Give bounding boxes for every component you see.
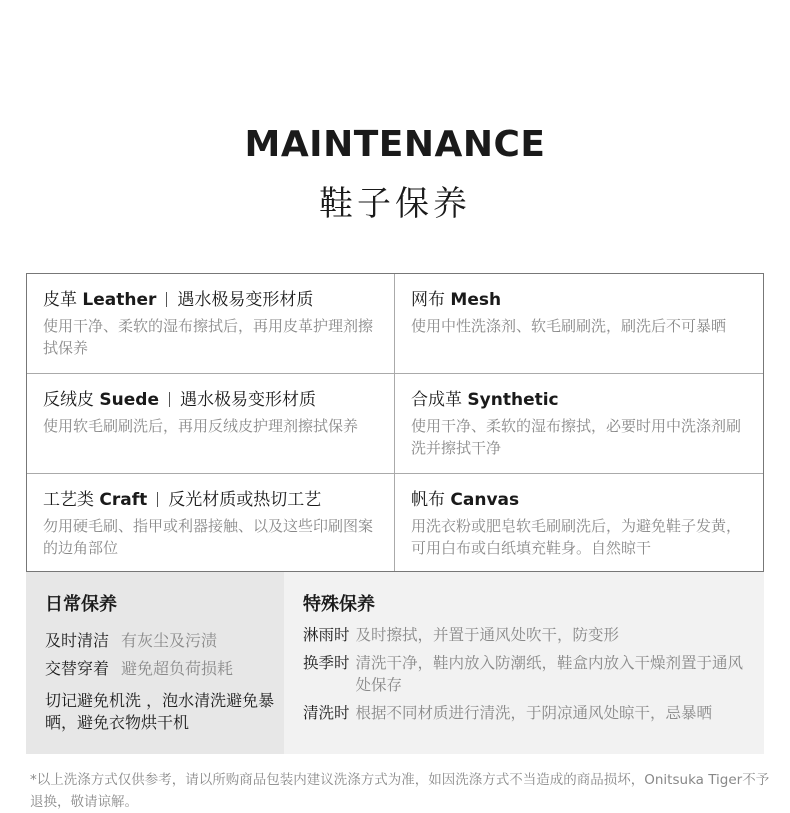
special-care-title: 特殊保养: [303, 594, 375, 615]
material-header: [411, 389, 763, 411]
page-title-en: MAINTENANCE: [244, 124, 546, 165]
material-name-en: Leather: [82, 290, 157, 310]
special-care-value: 及时擦拭，并置于通风处吹干，防变形: [355, 626, 620, 644]
material-cell-leather: [27, 274, 394, 373]
daily-care-item: [45, 658, 233, 680]
material-warning: 遇水极易变形材质: [179, 390, 316, 410]
material-description: 使用中性洗涤剂、软毛刷刷洗，刷洗后不可暴晒: [411, 317, 727, 335]
special-care-key: 换季时: [303, 654, 350, 672]
material-warning: 遇水极易变形材质: [177, 290, 314, 310]
material-description: 用洗衣粉或肥皂软毛刷刷洗后，为避免鞋子发黄，可用白布或白纸填充鞋身。自然晾干: [411, 517, 742, 557]
special-care-panel: [284, 572, 764, 754]
special-care-key: 清洗时: [303, 704, 350, 722]
material-header: [411, 289, 763, 311]
material-name-en: Mesh: [450, 290, 502, 310]
daily-care-value: 有灰尘及污渍: [121, 631, 218, 650]
daily-care-key: 及时清洁: [45, 631, 110, 650]
material-name-cn: 工艺类: [43, 490, 94, 510]
separator: [169, 392, 170, 407]
material-description: 使用干净、柔软的湿布擦拭后，再用皮革护理剂擦拭保养: [43, 317, 374, 357]
material-warning: 反光材质或热切工艺: [168, 490, 322, 510]
daily-care-value: 避免超负荷损耗: [121, 659, 234, 678]
material-cell-craft: [27, 473, 394, 571]
material-name-cn: 网布: [411, 290, 445, 310]
special-care-key: 淋雨时: [303, 626, 350, 644]
daily-care-title: 日常保养: [45, 594, 117, 615]
material-cell-canvas: [394, 473, 763, 571]
special-care-item: [303, 702, 753, 724]
special-care-item: [303, 652, 753, 696]
daily-care-panel: [26, 572, 284, 754]
material-header: [43, 489, 394, 511]
material-cell-mesh: [394, 274, 763, 373]
material-description: 使用干净、柔软的湿布擦拭，必要时用中洗涤剂刷洗并擦拭干净: [411, 417, 742, 457]
daily-care-item: [45, 630, 217, 652]
separator: [157, 492, 158, 507]
material-name-cn: 合成革: [411, 390, 462, 410]
material-cell-suede: [27, 373, 394, 473]
daily-care-note: 切记避免机洗 ，泡水清洗避免暴晒，避免衣物烘干机: [45, 691, 275, 732]
material-name-en: Synthetic: [467, 390, 559, 410]
separator: [166, 292, 167, 307]
page-title-cn: 鞋子保养: [319, 184, 471, 224]
material-name-en: Canvas: [450, 490, 520, 510]
material-description: 使用软毛刷刷洗后，再用反绒皮护理剂擦拭保养: [43, 417, 359, 435]
material-cell-synthetic: [394, 373, 763, 473]
special-care-value: 清洗干净，鞋内放入防潮纸，鞋盒内放入干燥剂置于通风处保存: [355, 654, 744, 694]
material-name-en: Suede: [99, 390, 159, 410]
materials-table: [26, 273, 764, 572]
material-name-en: Craft: [99, 490, 148, 510]
material-name-cn: 帆布: [411, 490, 445, 510]
special-care-item: [303, 624, 753, 646]
material-header: [411, 489, 763, 511]
material-description: 勿用硬毛刷、指甲或利器接触、以及这些印刷图案的边角部位: [43, 517, 374, 557]
footnote: *以上洗涤方式仅供参考，请以所购商品包装内建议洗涤方式为准，如因洗涤方式不当造成的商品损坏，Onitsuka Tiger不予退换，敬请谅解。: [30, 772, 770, 810]
material-name-cn: 皮革: [43, 290, 77, 310]
material-header: [43, 389, 394, 411]
material-header: [43, 289, 394, 311]
special-care-value: 根据不同材质进行清洗，于阴凉通风处晾干，忌暴晒: [355, 704, 713, 722]
material-name-cn: 反绒皮: [43, 390, 94, 410]
care-section: [26, 572, 764, 754]
daily-care-key: 交替穿着: [45, 659, 110, 678]
